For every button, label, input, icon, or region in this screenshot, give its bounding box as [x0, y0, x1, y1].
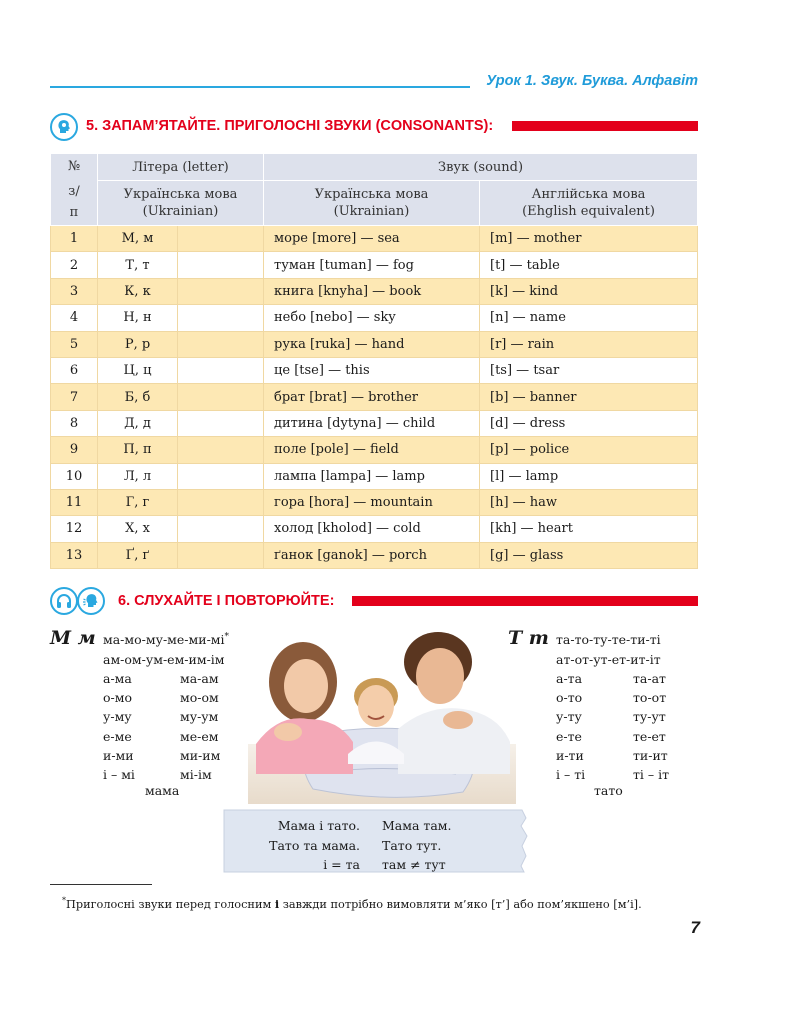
row-empty-cell [178, 542, 264, 568]
t-syllables-line1: та-то-ту-те-ти-ті [556, 632, 661, 647]
row-ukrainian-word: гора [hora] — mountain [264, 489, 480, 515]
m-letter: М м [50, 627, 96, 649]
row-letter: Ґ, ґ [98, 542, 178, 568]
table-row [51, 278, 698, 304]
row-letter: Б, б [98, 384, 178, 410]
m-syllable-pair: мі-ім [180, 767, 212, 782]
table-row [51, 384, 698, 410]
row-letter: К, к [98, 278, 178, 304]
row-ukrainian-word: лампа [lampa] — lamp [264, 463, 480, 489]
row-empty-cell [178, 305, 264, 331]
t-syllable-pair: то-от [633, 690, 667, 706]
row-number: 10 [51, 463, 98, 489]
m-syllable-pair: ме-ем [180, 728, 219, 744]
row-number: 7 [51, 384, 98, 410]
t-syllables-line2: ат-от-ут-ет-ит-іт [556, 652, 661, 667]
row-empty-cell [178, 384, 264, 410]
m-syllable-pair: е-ме [103, 728, 132, 744]
header-rule [50, 86, 470, 88]
row-empty-cell [178, 410, 264, 436]
footnote: *Приголосні звуки перед голосним і завжди потрібно вимовляти м’яко [т’] або пом’якшено [м’і]. [62, 896, 642, 911]
row-number: 5 [51, 331, 98, 357]
row-letter: Ц, ц [98, 357, 178, 383]
table-row [51, 489, 698, 515]
t-syllable-pair: ти-ит [633, 747, 668, 763]
m-syllable-pair: а-ма [103, 671, 132, 686]
row-ukrainian-word: книга [knyha] — book [264, 278, 480, 304]
row-ukrainian-word: брат [brat] — brother [264, 384, 480, 410]
t-syllable-pair: і – ті [556, 767, 586, 782]
m-syllable-pair: и-ми [103, 747, 134, 763]
t-syllable-pair: ту-ут [633, 709, 666, 725]
row-letter: Л, л [98, 463, 178, 489]
table-row [51, 357, 698, 383]
row-number: 4 [51, 305, 98, 331]
row-ukrainian-word: поле [pole] — field [264, 437, 480, 463]
row-english-sound: [r] — rain [480, 331, 698, 357]
row-ukrainian-word: рука [ruka] — hand [264, 331, 480, 357]
row-letter: П, п [98, 437, 178, 463]
row-empty-cell [178, 437, 264, 463]
consonants-table [50, 153, 698, 569]
table-row [51, 252, 698, 278]
row-letter: Р, р [98, 331, 178, 357]
sound-english-header: Англійська мова (Ehglish equivalent) [480, 181, 698, 226]
page-number: 7 [690, 918, 700, 937]
row-number: 1 [51, 226, 98, 252]
row-english-sound: [n] — name [480, 305, 698, 331]
family-photo [248, 624, 516, 804]
footnote-rule [50, 884, 152, 885]
section6-red-bar [352, 596, 698, 606]
m-word: мама [145, 783, 180, 798]
m-syllable-pair: ми-им [180, 747, 221, 763]
note-left-column: Мама і тато. Тато та мама. і = та [269, 818, 360, 872]
row-empty-cell [178, 331, 264, 357]
section6-title: 6. СЛУХАЙТЕ І ПОВТОРЮЙТЕ: [118, 593, 335, 609]
table-row [51, 542, 698, 568]
table-row [51, 305, 698, 331]
row-empty-cell [178, 226, 264, 252]
row-empty-cell [178, 516, 264, 542]
row-english-sound: [p] — police [480, 437, 698, 463]
row-ukrainian-word: море [more] — sea [264, 226, 480, 252]
row-empty-cell [178, 463, 264, 489]
row-number: 6 [51, 357, 98, 383]
m-syllables-line1: ма-мо-му-ме-ми-мі* [103, 632, 230, 648]
row-english-sound: [h] — haw [480, 489, 698, 515]
row-ukrainian-word: туман [tuman] — fog [264, 252, 480, 278]
m-syllable-pair: о-мо [103, 690, 132, 706]
row-english-sound: [ts] — tsar [480, 357, 698, 383]
t-syllable-pair: те-ет [633, 728, 666, 744]
speaking-head-icon [77, 587, 105, 615]
t-syllable-pair: та-ат [633, 671, 666, 686]
letter-ukrainian-header: Українська мова (Ukrainian) [98, 181, 264, 226]
row-english-sound: [t] — table [480, 252, 698, 278]
t-syllable-pair: у-ту [556, 709, 582, 725]
row-number: 2 [51, 252, 98, 278]
row-letter: М, м [98, 226, 178, 252]
m-syllable-pair: ма-ам [180, 671, 219, 686]
row-ukrainian-word: небо [nebo] — sky [264, 305, 480, 331]
t-word: тато [594, 783, 623, 798]
row-ukrainian-word: ґанок [ganok] — porch [264, 542, 480, 568]
table-row [51, 410, 698, 436]
head-icon [50, 113, 78, 141]
t-syllable-pair: е-те [556, 728, 582, 744]
section5-title: 5. ЗАПАМ’ЯТАЙТЕ. ПРИГОЛОСНІ ЗВУКИ (CONSONANTS): [86, 118, 494, 134]
row-ukrainian-word: холод [kholod] — cold [264, 516, 480, 542]
note-right-column: Мама там. Тато тут. там ≠ тут [382, 818, 452, 872]
row-english-sound: [l] — lamp [480, 463, 698, 489]
t-letter: Т т [508, 627, 549, 649]
row-english-sound: [k] — kind [480, 278, 698, 304]
row-english-sound: [d] — dress [480, 410, 698, 436]
row-ukrainian-word: дитина [dytyna] — child [264, 410, 480, 436]
row-number: 9 [51, 437, 98, 463]
row-empty-cell [178, 357, 264, 383]
t-syllable-pair: ті – іт [633, 767, 670, 782]
number-column-header: № з/ п [51, 154, 98, 226]
row-letter: Д, д [98, 410, 178, 436]
row-english-sound: [kh] — heart [480, 516, 698, 542]
m-syllable-pair: і – мі [103, 767, 135, 782]
t-syllable-pair: а-та [556, 671, 583, 686]
lesson-title: Урок 1. Звук. Буква. Алфавіт [486, 73, 698, 89]
row-english-sound: [b] — banner [480, 384, 698, 410]
table-row [51, 463, 698, 489]
row-number: 11 [51, 489, 98, 515]
row-english-sound: [g] — glass [480, 542, 698, 568]
t-syllable-pair: о-то [556, 690, 583, 706]
table-row [51, 516, 698, 542]
m-syllable-pair: му-ум [180, 709, 219, 725]
row-number: 3 [51, 278, 98, 304]
row-empty-cell [178, 489, 264, 515]
section5-red-bar [512, 121, 698, 131]
row-letter: Г, г [98, 489, 178, 515]
row-number: 8 [51, 410, 98, 436]
headphones-icon [50, 587, 78, 615]
m-syllable-pair: мо-ом [180, 690, 219, 706]
sound-header: Звук (sound) [264, 154, 698, 181]
m-syllable-pair: у-му [103, 709, 132, 725]
row-english-sound: [m] — mother [480, 226, 698, 252]
row-letter: Т, т [98, 252, 178, 278]
row-number: 13 [51, 542, 98, 568]
row-letter: Х, х [98, 516, 178, 542]
m-syllables-line2: ам-ом-ум-ем-им-ім [103, 652, 225, 667]
table-row [51, 226, 698, 252]
row-number: 12 [51, 516, 98, 542]
row-empty-cell [178, 278, 264, 304]
row-letter: Н, н [98, 305, 178, 331]
table-row [51, 437, 698, 463]
table-row [51, 331, 698, 357]
letter-header: Літера (letter) [98, 154, 264, 181]
row-empty-cell [178, 252, 264, 278]
t-syllable-pair: и-ти [556, 747, 584, 763]
sound-ukrainian-header: Українська мова (Ukrainian) [264, 181, 480, 226]
row-ukrainian-word: це [tse] — this [264, 357, 480, 383]
